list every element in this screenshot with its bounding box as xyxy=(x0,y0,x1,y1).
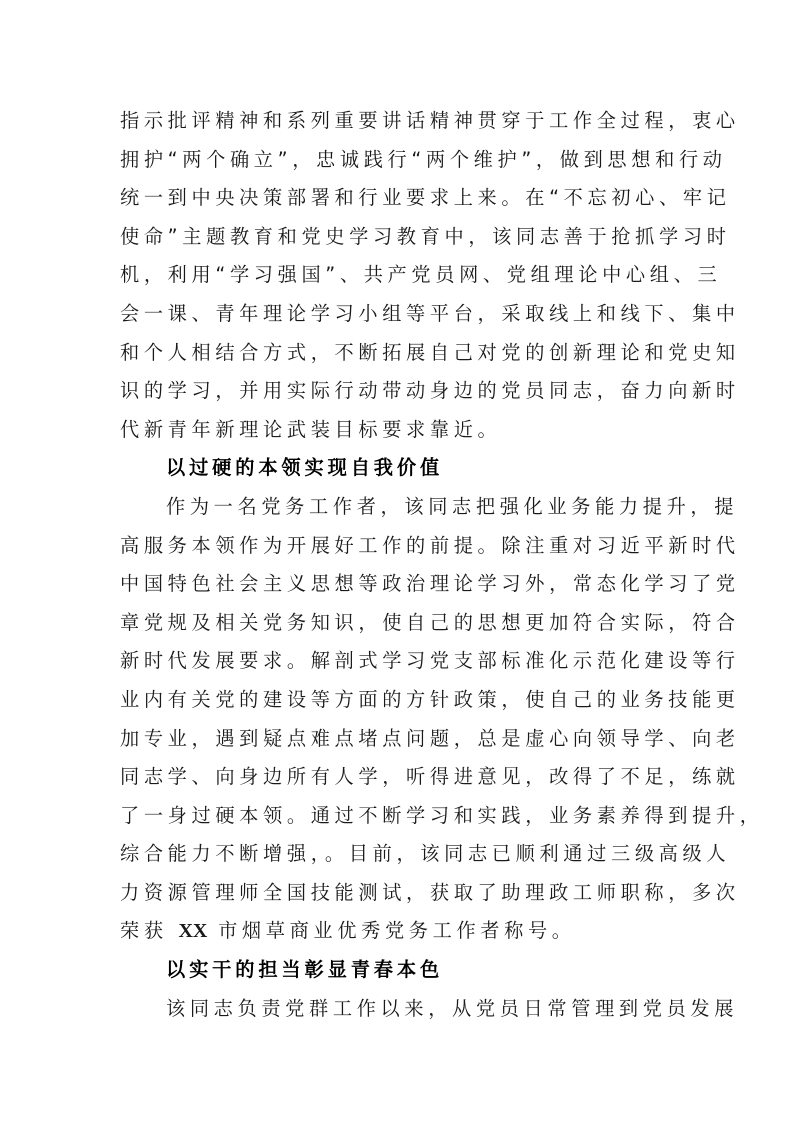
section-heading: 以实干的担当彰显青春本色 xyxy=(166,958,444,982)
text-line: 高服务本领作为开展好工作的前提。除注重对习近平新时代 xyxy=(120,533,740,557)
text-line: 业内有关党的建设等方面的方针政策，使自己的业务技能更 xyxy=(120,687,740,711)
text-line: 指示批评精神和系列重要讲话精神贯穿于工作全过程，衷心 xyxy=(120,109,740,132)
text-line: 拥护“两个确立”，忠诚践行“两个维护”，做到思想和行动 xyxy=(120,147,727,171)
text-line: 中国特色社会主义思想等政治理论学习外，常态化学习了党 xyxy=(120,572,740,596)
section-heading: 以过硬的本领实现自我价值 xyxy=(166,456,444,480)
text-line: 使命”主题教育和党史学习教育中，该同志善于抢抓学习时 xyxy=(120,224,731,248)
text-line: 新时代发展要求。解剖式学习党支部标准化示范化建设等行 xyxy=(120,649,740,673)
text-line: 了一身过硬本领。通过不断学习和实践，业务素养得到提升， xyxy=(120,803,764,827)
text-line: 和个人相结合方式，不断拓展自己对党的创新理论和党史知 xyxy=(120,340,740,364)
text-line: 加专业，遇到疑点难点堵点问题，总是虚心向领导学、向老 xyxy=(120,726,740,750)
text-line: 作为一名党务工作者，该同志把强化业务能力提升，提 xyxy=(166,494,739,518)
text-line: 识的学习，并用实际行动带动身边的党员同志，奋力向新时 xyxy=(120,379,740,403)
text-line: 综合能力不断增强，。目前，该同志已顺利通过三级高级人 xyxy=(120,842,731,866)
text-line: 会一课、青年理论学习小组等平台，采取线上和线下、集中 xyxy=(120,301,740,325)
paragraph-3 xyxy=(120,990,739,1029)
paragraph-2 xyxy=(120,488,764,951)
text-fragment: 荣获 xyxy=(120,919,179,943)
paragraph-1 xyxy=(120,102,740,449)
text-line: 统一到中央决策部署和行业要求上来。在“不忘初心、牢记 xyxy=(120,186,731,210)
text-line: 章党规及相关党务知识，使自己的思想更加符合实际，符合 xyxy=(120,610,740,634)
text-line: 代新青年新理论武装目标要求靠近。 xyxy=(120,417,502,441)
text-line: 机，利用“学习强国”、共产党员网、党组理论中心组、三 xyxy=(120,263,722,287)
document-page xyxy=(120,102,764,1028)
text-line: 同志学、向身边所有人学，听得进意见，改得了不足，练就 xyxy=(120,765,740,789)
text-line: 力资源管理师全国技能测试，获取了助理政工师职称，多次 xyxy=(120,880,740,904)
text-line xyxy=(120,912,676,951)
text-fragment: 市烟草商业优秀党务工作者称号。 xyxy=(207,919,576,943)
text-line: 该同志负责党群工作以来，从党员日常管理到党员发展 xyxy=(166,996,739,1020)
city-placeholder: XX xyxy=(178,920,208,943)
